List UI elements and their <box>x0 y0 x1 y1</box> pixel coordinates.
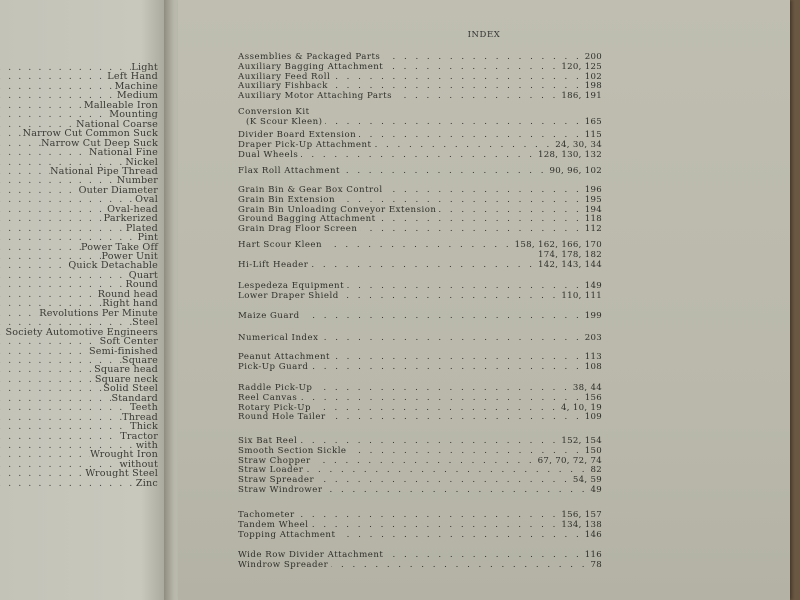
index-entry-pages: 82 <box>590 465 602 476</box>
index-entry-label: Peanut Attachment <box>238 352 331 362</box>
index-entry-label: Tachometer <box>238 510 295 520</box>
abbreviation-term: Right hand <box>102 298 158 310</box>
abbreviation-term: Mounting <box>109 109 158 121</box>
index-entry <box>238 81 602 91</box>
abbreviation-term: with <box>135 440 158 451</box>
dot-leader <box>386 185 582 195</box>
dot-leader <box>311 362 581 372</box>
dot-leader <box>360 224 581 234</box>
abbreviation-term: Square neck <box>94 373 158 385</box>
index-entry <box>238 130 602 140</box>
index-entry <box>238 224 602 234</box>
dot-leader <box>301 150 535 160</box>
index-entry <box>238 240 602 250</box>
abbreviation-term: Semi-finished <box>88 345 158 357</box>
index-entry <box>238 393 602 403</box>
dot-leader <box>347 281 582 291</box>
dot-leader <box>343 166 547 176</box>
index-entry-label: Dual Wheels <box>238 149 299 160</box>
abbreviation-term: Oval-head <box>107 203 158 215</box>
abbreviation-row <box>0 478 158 489</box>
index-entry <box>238 281 602 291</box>
index-entry <box>238 195 602 205</box>
index-entry <box>238 166 602 176</box>
index-entry-pages: 150 <box>584 445 602 456</box>
index-entry-label: Straw Spreader <box>238 475 315 486</box>
abbreviation-term: Tractor <box>120 430 158 442</box>
abbreviation-term: Outer Diameter <box>78 184 158 196</box>
abbreviation-term: Wrought Steel <box>85 468 158 480</box>
index-entry-label: Numerical Index <box>238 333 319 343</box>
dot-leader <box>315 383 569 393</box>
abbreviation-term: without <box>119 458 158 470</box>
index-entry <box>238 260 602 270</box>
index-entry-pages: 113 <box>584 352 602 362</box>
index-entry <box>238 91 602 101</box>
index-entry-label: (K Scour Kleen) <box>246 116 323 127</box>
index-entry <box>238 383 602 393</box>
index-entry-pages: 108 <box>584 361 602 372</box>
abbreviation-term: Parkerized <box>103 213 158 225</box>
index-entry <box>238 250 602 260</box>
abbreviation-term: Standard <box>111 392 158 404</box>
index-entry-label: Tandem Wheel <box>238 519 309 530</box>
index-entry-label: Raddle Pick-Up <box>238 383 313 393</box>
index-entry-pages: 198 <box>584 81 602 92</box>
abbreviation-term: Light <box>131 62 158 73</box>
abbreviation-term: Quart <box>128 269 158 281</box>
dot-leader <box>317 475 570 485</box>
index-entry-pages: 115 <box>584 130 602 140</box>
abbreviation-term: Power Unit <box>101 251 158 262</box>
abbreviation-term: Narrow Cut Deep Suck <box>41 137 158 149</box>
index-entry-pages: 200 <box>584 52 602 62</box>
index-entry-label: Straw Windrower <box>238 485 323 495</box>
index-entry-pages: 4, 10, 19 <box>561 402 602 413</box>
index-entry <box>238 205 602 215</box>
dot-leader <box>0 478 136 489</box>
abbreviation-term: National Fine <box>88 147 158 159</box>
abbreviation-term: Plated <box>125 222 158 234</box>
dot-leader <box>314 403 558 413</box>
dot-leader <box>395 91 558 101</box>
dot-leader <box>374 140 552 150</box>
index-entry-label: Auxiliary Motor Attaching Parts <box>238 91 393 102</box>
dot-leader <box>298 510 559 520</box>
abbreviation-term: Left Hand <box>107 71 158 83</box>
abbreviation-term: Society Automotive Engineers <box>5 326 158 338</box>
index-entry <box>238 403 602 413</box>
index-entry-pages: 67, 70, 72, 74 <box>537 455 602 466</box>
index-entry-label: Grain Bin Extension <box>238 194 336 205</box>
index-entry-pages: 152, 154 <box>561 436 602 446</box>
index-entry-label: Straw Chopper <box>238 455 311 466</box>
index-entry <box>238 107 602 117</box>
index-entry-pages: 78 <box>590 559 602 570</box>
index-entry <box>238 412 602 422</box>
abbreviation-term: Nickel <box>125 156 158 168</box>
index-entry <box>238 185 602 195</box>
index-entry-label: Smooth Section Sickle <box>238 445 347 456</box>
dot-leader <box>383 52 581 62</box>
index-entry <box>238 62 602 72</box>
index-entry <box>238 214 602 224</box>
index-entry-pages: 54, 59 <box>572 475 602 486</box>
dot-leader <box>359 130 582 140</box>
index-entry-label: Hi-Lift Header <box>238 259 309 270</box>
index-entry <box>238 550 602 560</box>
dot-leader <box>306 465 587 475</box>
dot-leader <box>300 436 558 446</box>
index-entry-pages: 49 <box>590 485 602 495</box>
index-entry-pages: 134, 138 <box>561 519 602 530</box>
index-entry <box>238 311 602 321</box>
abbreviation-term: Square head <box>94 364 158 376</box>
index-entry <box>238 362 602 372</box>
index-entry-pages: 196 <box>584 185 602 195</box>
index-entry <box>238 436 602 446</box>
abbreviation-term: National Coarse <box>76 118 158 130</box>
index-entry-pages: 90, 96, 102 <box>549 166 602 176</box>
index-entry-pages: 165 <box>584 116 602 127</box>
index-entry-pages: 112 <box>584 224 602 235</box>
index-entry-pages: 142, 143, 144 <box>537 259 602 270</box>
abbreviation-term: Soft Center <box>99 336 158 348</box>
index-entry <box>238 150 602 160</box>
index-entry-label: Rotary Pick-Up <box>238 402 311 413</box>
dot-leader <box>379 214 582 224</box>
index-entry <box>238 510 602 520</box>
index-entry-pages: 156, 157 <box>561 510 602 520</box>
index-entry-label: Divider Board Extension <box>238 130 357 140</box>
index-entry-pages: 109 <box>584 412 602 423</box>
index-entry-label: Assemblies & Packaged Parts <box>238 52 381 62</box>
abbreviation-term: Quick Detachable <box>68 260 158 272</box>
index-entry-label: Reel Canvas <box>238 392 298 403</box>
right-page-index <box>178 0 790 600</box>
index-entry <box>238 117 602 127</box>
index-entry <box>238 72 602 82</box>
index-entry-label: Auxiliary Fishback <box>238 81 328 92</box>
index-entry-label: Straw Loader <box>238 465 304 476</box>
index-entry-label: Wide Row Divider Attachment <box>238 550 384 560</box>
index-entry-label: Conversion Kit <box>238 107 310 117</box>
dot-leader <box>386 62 558 72</box>
index-entry-label: Windrow Spreader <box>238 559 329 570</box>
index-entry-label: Pick-Up Guard <box>238 361 309 372</box>
index-entry-pages: 110, 111 <box>561 290 602 301</box>
dot-leader <box>311 260 535 270</box>
index-title: INDEX <box>467 30 501 40</box>
index-entry <box>238 475 602 485</box>
index-entry-label: Maize Guard <box>238 311 300 321</box>
index-entry <box>238 465 602 475</box>
dot-leader <box>325 117 581 127</box>
dot-leader <box>311 520 558 530</box>
index-entry-pages: 146 <box>584 529 602 540</box>
abbreviation-term: National Pipe Thread <box>50 165 158 177</box>
dot-leader <box>338 195 582 205</box>
index-entry-label: Hart Scour Kleen <box>238 240 323 250</box>
dot-leader <box>333 352 582 362</box>
index-entry-label: Grain Drag Floor Screen <box>238 224 358 235</box>
index-entry <box>238 446 602 456</box>
index-entry-label: Round Hole Tailer <box>238 412 326 423</box>
dot-leader <box>342 291 559 301</box>
index-entry-pages: 38, 44 <box>572 383 602 393</box>
dot-leader <box>331 81 582 91</box>
dot-leader <box>350 446 582 456</box>
dot-leader <box>303 311 582 321</box>
index-entry <box>238 456 602 466</box>
index-entry <box>238 333 602 343</box>
dot-leader <box>386 550 581 560</box>
index-entry-pages: 24, 30, 34 <box>555 139 602 150</box>
index-entry-label: Auxiliary Feed Roll <box>238 71 331 82</box>
abbreviation-term: Pint <box>137 232 158 244</box>
dot-leader <box>333 72 581 82</box>
abbreviation-term: Number <box>116 175 158 187</box>
abbreviation-term: Thread <box>122 411 158 423</box>
index-entry-pages: 118 <box>584 214 602 225</box>
dot-leader <box>338 530 581 540</box>
index-entry-pages: 116 <box>584 550 602 560</box>
abbreviation-term: Malleable Iron <box>83 99 158 111</box>
abbreviation-term: Revolutions Per Minute <box>39 307 158 319</box>
index-entry-pages: 199 <box>584 311 602 321</box>
dot-leader <box>329 412 582 422</box>
index-entry-label: Lower Draper Shield <box>238 290 339 301</box>
index-entry-pages: 156 <box>584 392 602 403</box>
index-entry <box>238 52 602 62</box>
index-entry-label: Auxiliary Bagging Attachment <box>238 61 384 72</box>
index-entry-label: Six Bat Reel <box>238 436 298 446</box>
dot-leader <box>325 485 587 495</box>
index-entry-pages: 194 <box>584 204 602 215</box>
abbreviation-term: Narrow Cut Common Suck <box>22 128 158 140</box>
dot-leader <box>331 560 587 570</box>
index-entry-pages: 174, 178, 182 <box>537 249 602 260</box>
abbreviation-term: Medium <box>116 90 158 102</box>
abbreviation-term: Solid Steel <box>103 383 158 395</box>
abbreviation-term: Machine <box>114 80 158 92</box>
index-entry-pages: 102 <box>584 71 602 82</box>
abbreviation-term: Power Take Off <box>80 241 158 253</box>
index-entry <box>238 520 602 530</box>
abbreviation-term: Wrought Iron <box>90 449 158 461</box>
index-entry-label: Ground Bagging Attachment <box>238 214 376 225</box>
abbreviation-term: Zinc <box>135 477 158 489</box>
index-entry-pages: 195 <box>584 194 602 205</box>
index-entry-label: Grain Bin & Gear Box Control <box>238 185 383 195</box>
index-entry <box>238 291 602 301</box>
index-entry <box>238 530 602 540</box>
index-entry-pages: 149 <box>584 281 602 291</box>
index-entry-pages: 128, 130, 132 <box>537 149 602 160</box>
index-entry-label: Draper Pick-Up Attachment <box>238 139 372 150</box>
index-entry-pages: 120, 125 <box>561 61 602 72</box>
left-page-abbreviations <box>0 0 166 600</box>
abbreviation-term: Round head <box>97 288 158 300</box>
index-entry-label: Topping Attachment <box>238 529 336 540</box>
abbreviation-term: Oval <box>135 194 158 206</box>
index-entry-pages: 186, 191 <box>561 91 602 102</box>
abbreviation-term: Round <box>125 279 158 291</box>
dot-leader <box>321 333 581 343</box>
abbreviation-term: Thick <box>130 421 158 433</box>
abbreviation-term: Square <box>121 354 158 366</box>
index-entry <box>238 560 602 570</box>
abbreviation-term: Teeth <box>129 402 158 414</box>
dot-leader <box>314 456 535 466</box>
index-entry-pages: 158, 162, 166, 170 <box>514 240 602 250</box>
dot-leader <box>325 240 512 250</box>
index-entry <box>238 140 602 150</box>
dot-leader <box>300 393 581 403</box>
dot-leader <box>439 205 581 215</box>
index-entry-label: Lespedeza Equipment <box>238 281 345 291</box>
index-entry-pages: 203 <box>584 333 602 343</box>
index-entry-label: Flax Roll Attachment <box>238 166 340 176</box>
abbreviation-term: Steel <box>132 317 158 329</box>
index-entry-label: Grain Bin Unloading Conveyor Extension <box>238 204 437 215</box>
index-entry <box>238 352 602 362</box>
index-entry <box>238 485 602 495</box>
